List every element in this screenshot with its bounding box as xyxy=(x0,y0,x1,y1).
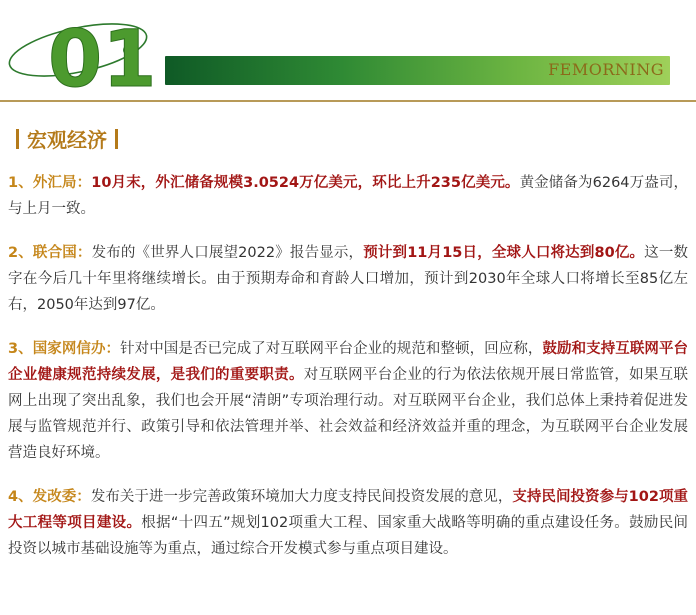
heading-bar-right xyxy=(115,129,118,149)
section-number: 01 xyxy=(48,15,157,92)
item-text: 发布关于进一步完善政策环境加大力度支持民间投资发展的意见， xyxy=(90,489,513,505)
heading-bar-left xyxy=(16,129,19,149)
section-heading xyxy=(8,124,126,153)
header-banner xyxy=(0,0,696,92)
item-text: 黄金储备为6264万盎司，与上月一致。 xyxy=(8,175,688,217)
section-title: 宏观经济 xyxy=(27,128,107,152)
item-highlight: 预计到11月15日，全球人口将达到80亿。 xyxy=(363,245,645,261)
news-item-4 xyxy=(8,484,688,562)
item-source: 2、联合国： xyxy=(8,245,92,261)
item-highlight: 10月末，外汇储备规模3.0524万亿美元，环比上升235亿美元。 xyxy=(91,175,520,191)
item-text: 对互联网平台企业的行为依法依规开展日常监管，如果互联网上出现了突出乱象，我们也会开展“清朗”专项治理行动。对互联网平台企业，我们总体上秉持着促进发展与监管规范并行、政策引导和依法管理并举、社会效益和经济效益并重的理念，为互联网平台企业发展营造良好环境。 xyxy=(8,367,689,461)
item-text: 这一数字在今后几十年里将继续增长。由于预期寿命和育龄人口增加，预计到2030年全球人口将增长至85亿左右，2050年达到97亿。 xyxy=(8,245,688,313)
item-text: 发布的《世界人口展望2022》报告显示， xyxy=(91,245,364,261)
item-highlight: 鼓励和支持互联网平台企业健康规范持续发展，是我们的重要职责。 xyxy=(8,341,689,383)
item-source: 1、外汇局： xyxy=(8,175,92,191)
news-list xyxy=(8,170,688,580)
news-item-2 xyxy=(8,240,688,318)
item-source: 4、发改委： xyxy=(8,489,91,505)
news-item-3 xyxy=(8,336,688,466)
divider xyxy=(0,100,696,102)
item-text: 根据“十四五”规划102项重大工程、国家重大战略等明确的重点建设任务。鼓励民间投资以城市基础设施等为重点，通过综合开发模式参与重点项目建设。 xyxy=(8,515,688,557)
brand-text: FEMORNING xyxy=(548,60,664,79)
item-highlight: 支持民间投资参与102项重大工程等项目建设。 xyxy=(8,489,688,531)
news-item-1 xyxy=(8,170,688,222)
item-text: 针对中国是否已完成了对互联网平台企业的规范和整顿，回应称， xyxy=(120,341,543,357)
item-source: 3、国家网信办： xyxy=(8,341,121,357)
